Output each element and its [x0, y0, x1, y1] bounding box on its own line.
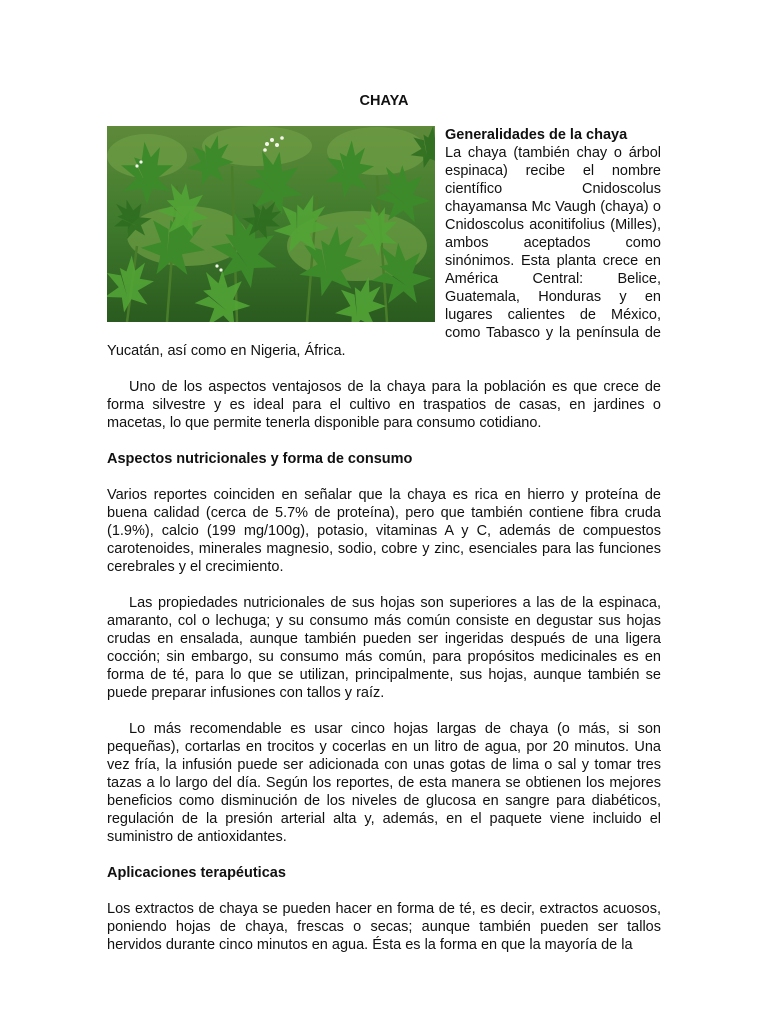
paragraph-extractos: Los extractos de chaya se pueden hacer en forma de té, es decir, extractos acuosos, poniendo hojas de chaya, frescas o secas; aunque también pueden ser tallos hervidos durante cinco minutos en agua. Ésta es la forma en que la mayoría de la: [107, 901, 661, 953]
document-title: CHAYA: [359, 93, 409, 109]
document-page: [107, 92, 661, 954]
intro-paragraph: La chaya (también chay o árbol espinaca) recibe el nombre científico Cnidoscolus chayamansa Mc Vaugh (chaya) o Cnidoscolus aconitifolius (Milles), ambos aceptados como sinónimos. Esta planta crece en América Central: Belice, Guatemala, Honduras y en lugares calientes de México, como Tabasco y la península de Yucatán, así como en Nigeria, África.: [107, 145, 661, 359]
heading-nutricionales: Aspectos nutricionales y forma de consumo: [107, 451, 413, 467]
chaya-plant-photo: [107, 126, 435, 322]
paragraph-ventajas: Uno de los aspectos ventajosos de la chaya para la población es que crece de forma silvestre y es ideal para el cultivo en traspatios de casas, en jardines o macetas, lo que permite tenerla disponible para consumo cotidiano.: [107, 379, 661, 431]
paragraph-propiedades: Las propiedades nutricionales de sus hojas son superiores a las de la espinaca, amaranto, col o lechuga; y su consumo más común consiste en degustar sus hojas crudas en ensalada, aunque también pueden ser ingeridas después de una ligera cocción; sin embargo, su consumo más común, para propósitos medicinales es en forma de té, para lo que se utilizan, principalmente, sus hojas, aunque también se puede preparar infusiones con tallos y raíz.: [107, 595, 661, 701]
heading-aplicaciones: Aplicaciones terapéuticas: [107, 865, 286, 881]
paragraph-nutrientes: Varios reportes coinciden en señalar que la chaya es rica en hierro y proteína de buena calidad (cerca de 5.7% de proteína), pero que también contiene fibra cruda (1.9%), calcio (199 mg/100g), potasio, vitaminas A y C, además de compuestos carotenoides, minerales magnesio, sodio, cobre y zinc, esenciales para las funciones cerebrales y el crecimiento.: [107, 487, 661, 575]
intro-subtitle: Generalidades de la chaya: [445, 127, 628, 143]
paragraph-recomendacion: Lo más recomendable es usar cinco hojas largas de chaya (o más, si son pequeñas), cortarlas en trocitos y cocerlas en un litro de agua, por 20 minutos. Una vez fría, la infusión puede ser adicionada con unas gotas de lima o sal y tomar tres tazas a lo largo del día. Según los reportes, de esta manera se obtienen los mejores beneficios como disminución de los niveles de glucosa en sangre para diabéticos, regulación de la presión arterial alta y, además, en el paquete viene incluido el suministro de antioxidantes.: [107, 721, 661, 845]
